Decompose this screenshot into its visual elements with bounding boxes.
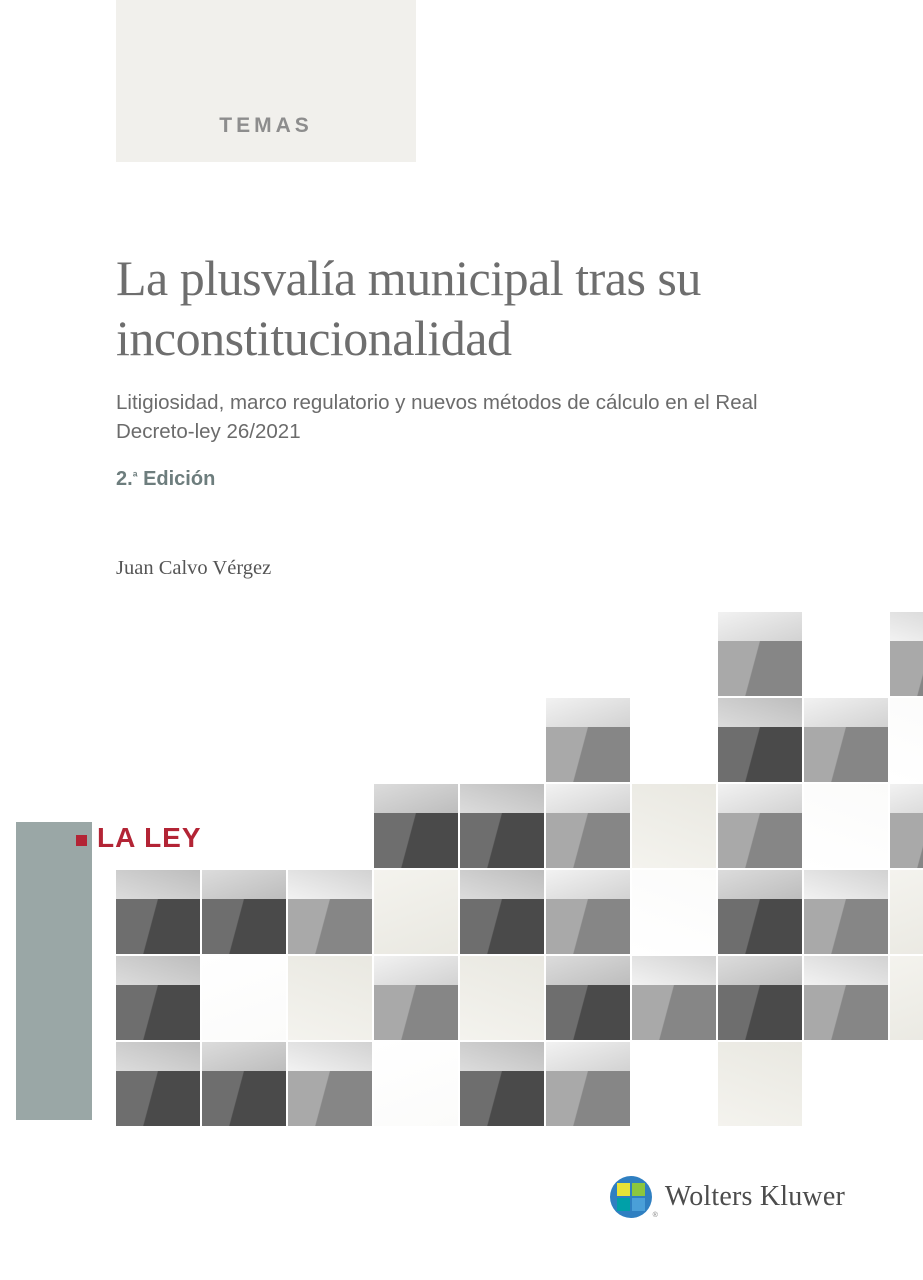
mosaic-cell	[288, 956, 372, 1040]
mosaic-cell	[718, 870, 802, 954]
book-subtitle: Litigiosidad, marco regulatorio y nuevos métodos de cálculo en el Real Decreto-ley 26/2021	[116, 391, 758, 444]
mosaic-cell	[890, 784, 923, 868]
mosaic-cell	[288, 1042, 372, 1126]
mosaic-cell	[374, 784, 458, 868]
mosaic-cell	[890, 870, 923, 954]
mosaic-cell	[718, 956, 802, 1040]
mosaic-cell	[804, 956, 888, 1040]
mosaic-cell	[460, 956, 544, 1040]
mosaic-cell	[890, 698, 923, 782]
mosaic-cell	[374, 1042, 458, 1126]
mosaic-cell	[804, 698, 888, 782]
mosaic-cell	[718, 698, 802, 782]
mosaic-cell	[546, 784, 630, 868]
mosaic-cell	[116, 956, 200, 1040]
page-title: La plusvalía municipal tras su inconstitucionalidad	[116, 250, 701, 366]
mosaic-cell	[202, 956, 286, 1040]
mosaic-cell	[804, 870, 888, 954]
mosaic-cell	[202, 1042, 286, 1126]
wolters-kluwer-logo-icon	[610, 1176, 658, 1219]
author-name: Juan Calvo Vérgez	[116, 557, 272, 580]
title-block	[116, 248, 896, 580]
mosaic-cell	[460, 784, 544, 868]
mosaic-cell	[546, 698, 630, 782]
collection-badge	[116, 0, 416, 162]
mosaic-cell	[718, 1042, 802, 1126]
edition-word: Edición	[143, 468, 216, 491]
mosaic-cell	[202, 870, 286, 954]
mosaic-cell	[374, 870, 458, 954]
side-accent-bar	[16, 822, 92, 1120]
mosaic-cell	[890, 956, 923, 1040]
publisher-logo	[610, 1176, 845, 1218]
mosaic-cell	[546, 1042, 630, 1126]
cover-artwork-mosaic	[0, 612, 923, 1132]
registered-mark: ®	[652, 1212, 658, 1219]
logo-squares	[617, 1183, 645, 1211]
square-bullet-icon	[76, 835, 87, 846]
mosaic-cell	[460, 1042, 544, 1126]
mosaic-cell	[632, 784, 716, 868]
mosaic-cell	[890, 612, 923, 696]
imprint-label: LA LEY	[97, 822, 202, 853]
mosaic-cell	[632, 870, 716, 954]
mosaic-cell	[546, 956, 630, 1040]
mosaic-cell	[460, 870, 544, 954]
mosaic-cell	[546, 870, 630, 954]
mosaic-cell	[804, 784, 888, 868]
mosaic-cell	[116, 1042, 200, 1126]
mosaic-cell	[632, 956, 716, 1040]
mosaic-cell	[718, 612, 802, 696]
mosaic-cell	[116, 870, 200, 954]
edition-label	[116, 468, 896, 491]
mosaic-cell	[718, 784, 802, 868]
imprint-logo	[76, 822, 202, 854]
edition-ordinal-suffix: ª	[132, 469, 138, 485]
collection-badge-label: TEMAS	[219, 114, 313, 137]
publisher-name: Wolters Kluwer	[664, 1181, 845, 1212]
edition-number: 2.	[116, 468, 133, 491]
mosaic-cell	[288, 870, 372, 954]
mosaic-cell	[374, 956, 458, 1040]
